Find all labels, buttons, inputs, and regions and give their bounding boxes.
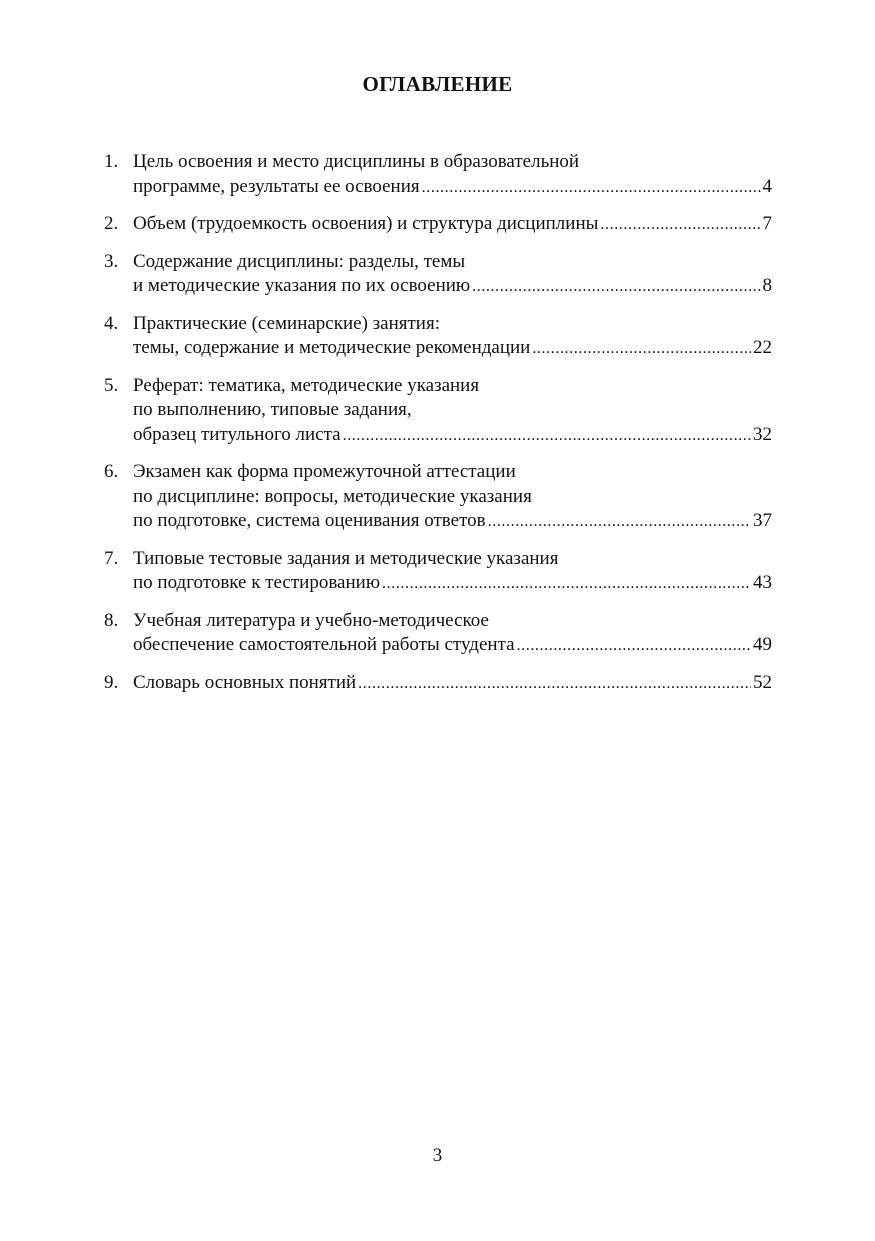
toc-entry-page: 7 (762, 213, 772, 234)
dot-leader (532, 337, 751, 362)
toc-entry[interactable] (104, 547, 772, 597)
toc-entry-last-line (133, 671, 772, 697)
toc-entry-last-line (133, 336, 772, 362)
toc-entry-number: 4. (104, 312, 119, 334)
toc-entry-page: 32 (753, 423, 772, 445)
toc-entry-title-line: Реферат: тематика, методические указания (133, 374, 480, 396)
toc-entry-title-line: Практические (семинарские) занятия: (133, 312, 440, 334)
toc-entry-title-line: и методические указания по их освоению (133, 275, 471, 296)
toc-entry-title-line: Цель освоения и место дисциплины в образовательной (133, 151, 580, 172)
toc-entry-title-line: Учебная литература и учебно-методическое (133, 609, 489, 631)
toc-entry-page: 8 (762, 275, 772, 296)
toc-entry[interactable] (104, 150, 772, 200)
toc-entry-last-line (133, 423, 772, 449)
toc-entry-number: 6. (104, 461, 119, 482)
toc-entry-number: 5. (104, 374, 119, 396)
toc-entry[interactable] (104, 312, 772, 362)
toc-entry-title-line: образец титульного листа (133, 423, 341, 445)
toc-entry-page: 49 (753, 634, 772, 655)
toc-entry-page: 4 (762, 175, 772, 197)
toc-entry-title-line: программе, результаты ее освоения (133, 175, 420, 197)
dot-leader (600, 213, 760, 238)
toc-entry-body (133, 671, 772, 697)
toc-entry-page: 52 (753, 671, 772, 693)
toc-entry-number: 3. (104, 250, 119, 272)
toc-entry-body (133, 547, 772, 597)
toc-entry-title-line: Типовые тестовые задания и методические указания (133, 547, 559, 569)
toc-entry-body (133, 374, 772, 449)
toc-entry-title-line: Экзамен как форма промежуточной аттестации (133, 461, 516, 482)
toc-entry-number: 1. (104, 151, 119, 172)
dot-leader (382, 572, 751, 597)
toc-entry[interactable] (104, 609, 772, 659)
toc-entry-body (133, 312, 772, 362)
toc-entry[interactable] (104, 212, 772, 238)
toc-entry-last-line (133, 212, 772, 238)
toc-entry-title-line: по выполнению, типовые задания, (133, 399, 412, 420)
page-number: 3 (432, 1145, 443, 1166)
table-of-contents (104, 150, 772, 708)
toc-entry-number: 8. (104, 609, 119, 631)
toc-entry[interactable] (104, 374, 772, 449)
toc-entry-number: 7. (104, 547, 119, 569)
toc-entry-body (133, 609, 772, 659)
toc-entry-body (133, 250, 772, 300)
toc-entry[interactable] (104, 460, 772, 535)
dot-leader (488, 510, 751, 535)
dot-leader (343, 424, 751, 449)
toc-entry-last-line (133, 633, 772, 659)
toc-entry-number: 9. (104, 671, 119, 693)
toc-entry-last-line (133, 274, 772, 300)
toc-entry-page: 43 (753, 572, 772, 593)
toc-entry-title-line: обеспечение самостоятельной работы студента (133, 634, 515, 655)
toc-entry-title-line: по подготовке, система оценивания ответов (133, 510, 486, 531)
toc-entry-title-line: по дисциплине: вопросы, методические указания (133, 485, 532, 507)
toc-entry-title-line: Содержание дисциплины: разделы, темы (133, 250, 466, 272)
dot-leader (422, 176, 761, 201)
toc-entry-last-line (133, 175, 772, 201)
dot-leader (472, 275, 760, 300)
toc-entry-body (133, 212, 772, 238)
page-title: ОГЛАВЛЕНИЕ (362, 72, 513, 96)
toc-entry-title-line: Объем (трудоемкость освоения) и структура дисциплины (133, 213, 599, 234)
toc-entry-title-line: Словарь основных понятий (133, 671, 357, 693)
toc-entry-title-line: по подготовке к тестированию (133, 572, 381, 593)
toc-entry[interactable] (104, 671, 772, 697)
toc-entry-body (133, 150, 772, 200)
toc-entry-last-line (133, 509, 772, 535)
toc-entry-page: 22 (753, 337, 772, 358)
toc-entry-title-line: темы, содержание и методические рекомендации (133, 337, 531, 358)
toc-entry-body (133, 460, 772, 535)
toc-entry[interactable] (104, 250, 772, 300)
toc-entry-number: 2. (104, 213, 119, 234)
dot-leader (517, 634, 751, 659)
dot-leader (358, 672, 751, 697)
toc-entry-last-line (133, 571, 772, 597)
toc-entry-page: 37 (753, 510, 772, 531)
